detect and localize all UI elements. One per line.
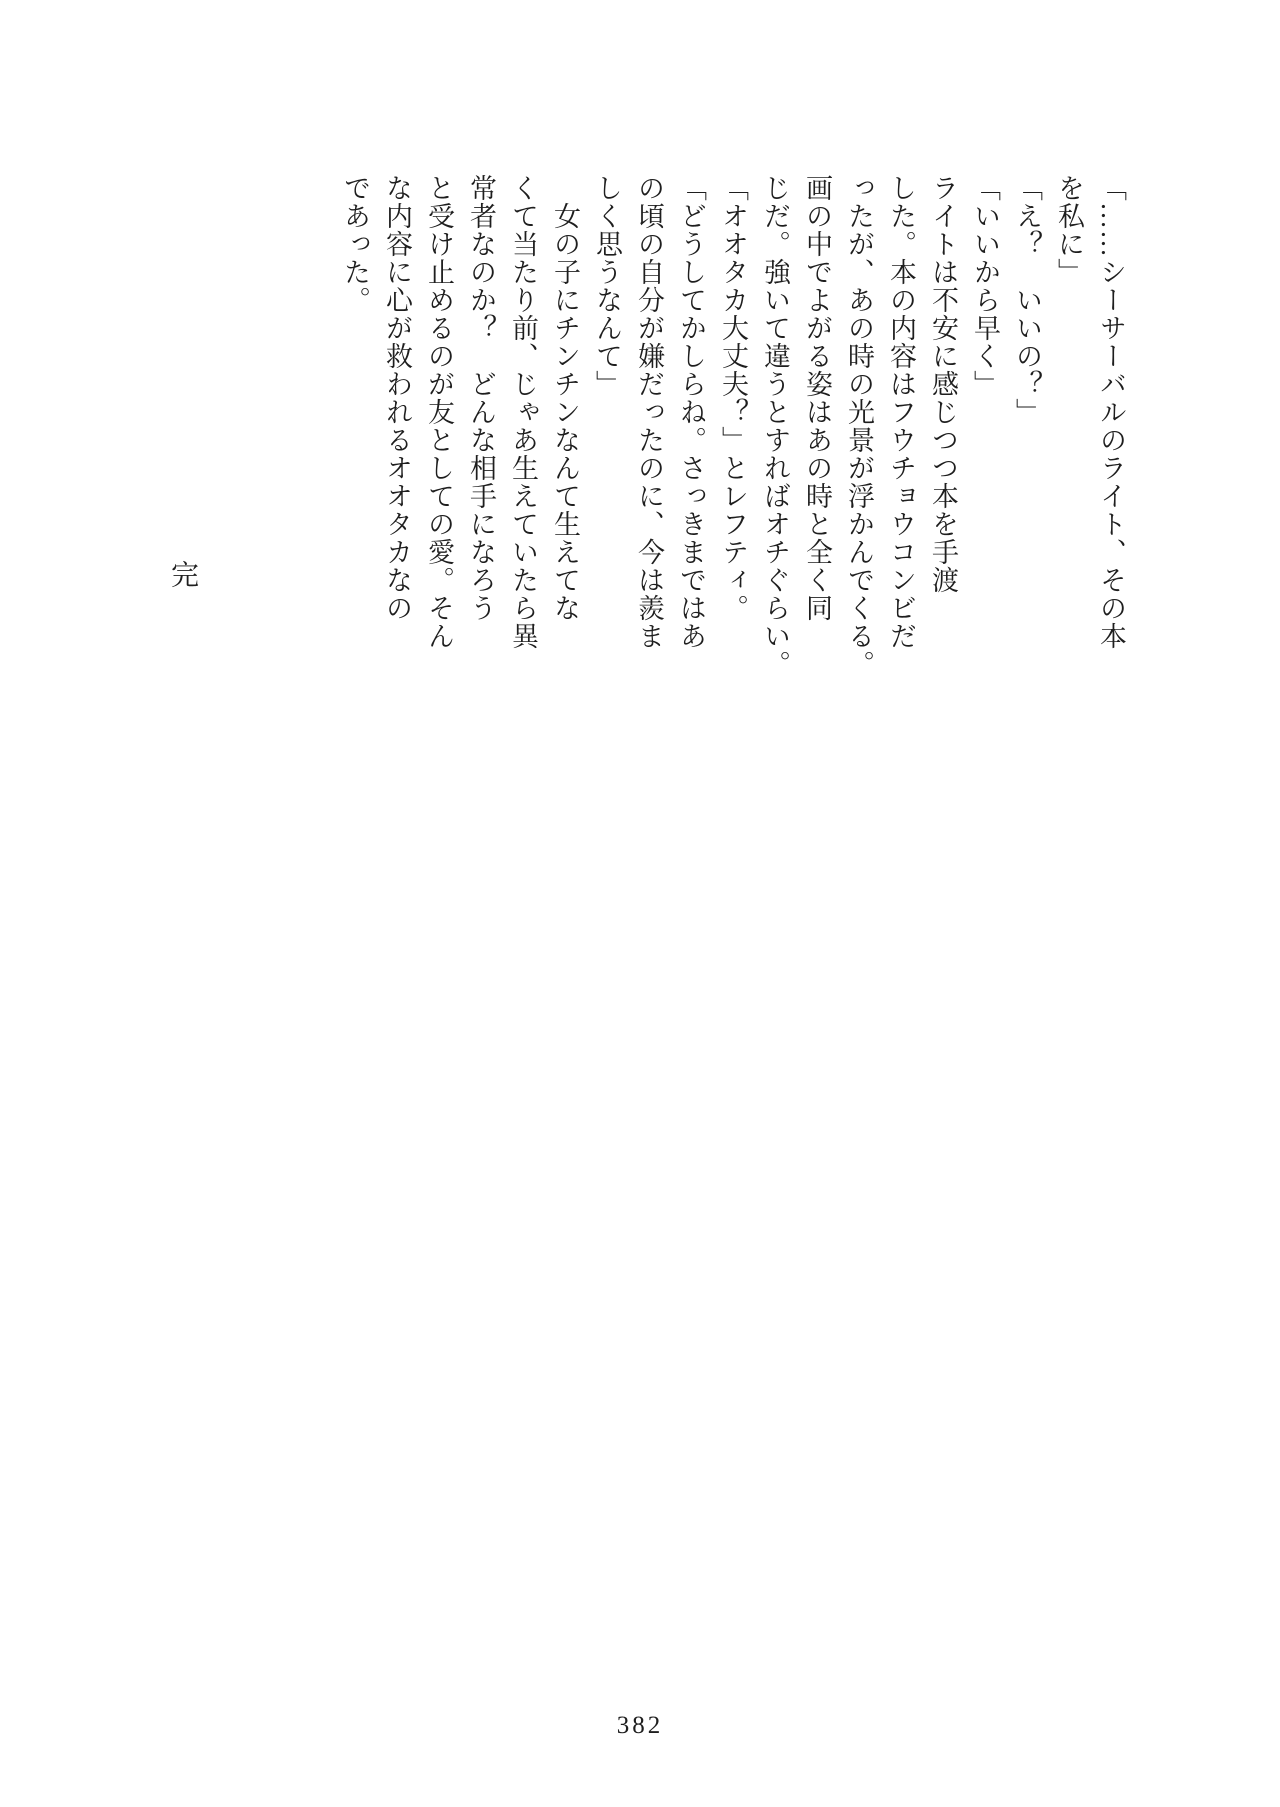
text-column: な内容に心が救われるオオタカなの: [382, 174, 412, 622]
text-column: しく思うなんて」: [592, 174, 622, 398]
text-column: 常者なのか？ どんな相手になろう: [466, 174, 496, 622]
text-column: 画の中でよがる姿はあの時と全く同: [802, 174, 832, 622]
text-column: くて当たり前、じゃあ生えていたら異: [508, 174, 538, 650]
text-column: じだ。強いて違うとすればオチぐらい。: [760, 174, 790, 678]
text-column: 「どうしてかしらね。さっきまではあ: [676, 174, 706, 650]
text-column: 「いいから早く」: [970, 174, 1000, 398]
body-text-block: [334, 174, 1132, 699]
text-column: 「え？ いいの？」: [1012, 174, 1042, 426]
page-number: 382: [616, 1712, 664, 1739]
text-column: 「オオタカ大丈夫？」とレフティ。: [718, 174, 748, 622]
text-column: と受け止めるのが友としての愛。そん: [424, 174, 454, 650]
text-column: した。本の内容はフウチョウコンビだ: [886, 174, 916, 650]
text-column: の頃の自分が嫌だったのに、今は羨ま: [634, 174, 664, 650]
text-column: ライトは不安に感じつつ本を手渡: [928, 174, 958, 594]
text-column: を私に」: [1054, 174, 1084, 286]
end-mark: 完: [167, 560, 198, 588]
text-column: 女の子にチンチンなんて生えてな: [550, 174, 580, 622]
text-column: であった。: [340, 174, 370, 314]
text-column: ったが、あの時の光景が浮かんでくる。: [844, 174, 874, 678]
text-column: 「……シーサーバルのライト、その本: [1096, 174, 1126, 650]
